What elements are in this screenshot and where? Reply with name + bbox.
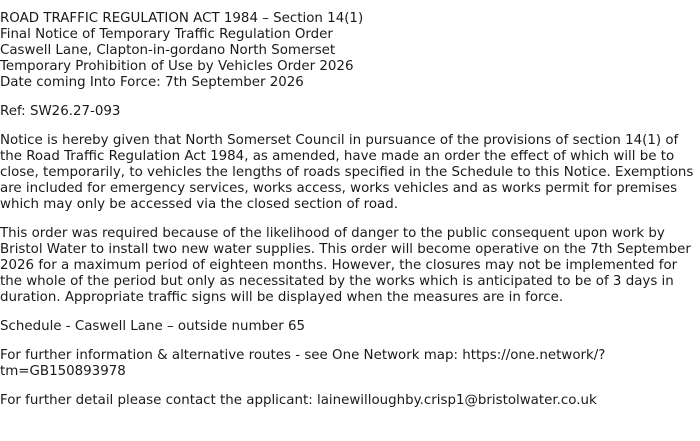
reference-number: Ref: SW26.27-093	[0, 104, 121, 119]
schedule-line: Schedule - Caswell Lane – outside number 65	[0, 319, 306, 334]
notice-paragraph: Notice is hereby given that North Somerset Council in pursuance of the provisions of section 14(1) of the Road Traffic Regulation Act 1984, as amended, have made an order the effect of which will be to close, temporarily, to vehicles the lengths of roads specified in the Schedule to this Notice. Exemptions are included for emergency services, works access, works vehicles and as works permit for premises which may only be accessed via the closed section of road.	[0, 133, 694, 212]
notice-heading	[0, 11, 700, 91]
reason-paragraph: This order was required because of the likelihood of danger to the public consequent upon work by Bristol Water to install two new water supplies. This order will become operative on the 7th September 2026 for a maximum period of eighteen months. However, the closures may not be implemented for the whole of the period but only as necessitated by the works which is anticipated to be of 3 days in duration. Appropriate traffic signs will be displayed when the measures are in force.	[0, 226, 691, 305]
heading-location-line: Caswell Lane, Clapton-in-gordano North Somerset	[0, 43, 336, 58]
heading-order-title-line: Temporary Prohibition of Use by Vehicles Order 2026	[0, 59, 354, 74]
further-info-line: For further information & alternative routes - see One Network map: https://one.network/?tm=GB150893978	[0, 348, 606, 379]
heading-order-type-line: Final Notice of Temporary Traffic Regulation Order	[0, 27, 333, 42]
heading-date-line: Date coming Into Force: 7th September 2026	[0, 75, 304, 90]
contact-line: For further detail please contact the applicant: lainewilloughby.crisp1@bristolwater.co.uk	[0, 393, 597, 408]
traffic-notice	[0, 11, 700, 409]
heading-act-line: ROAD TRAFFIC REGULATION ACT 1984 – Section 14(1)	[0, 11, 364, 26]
